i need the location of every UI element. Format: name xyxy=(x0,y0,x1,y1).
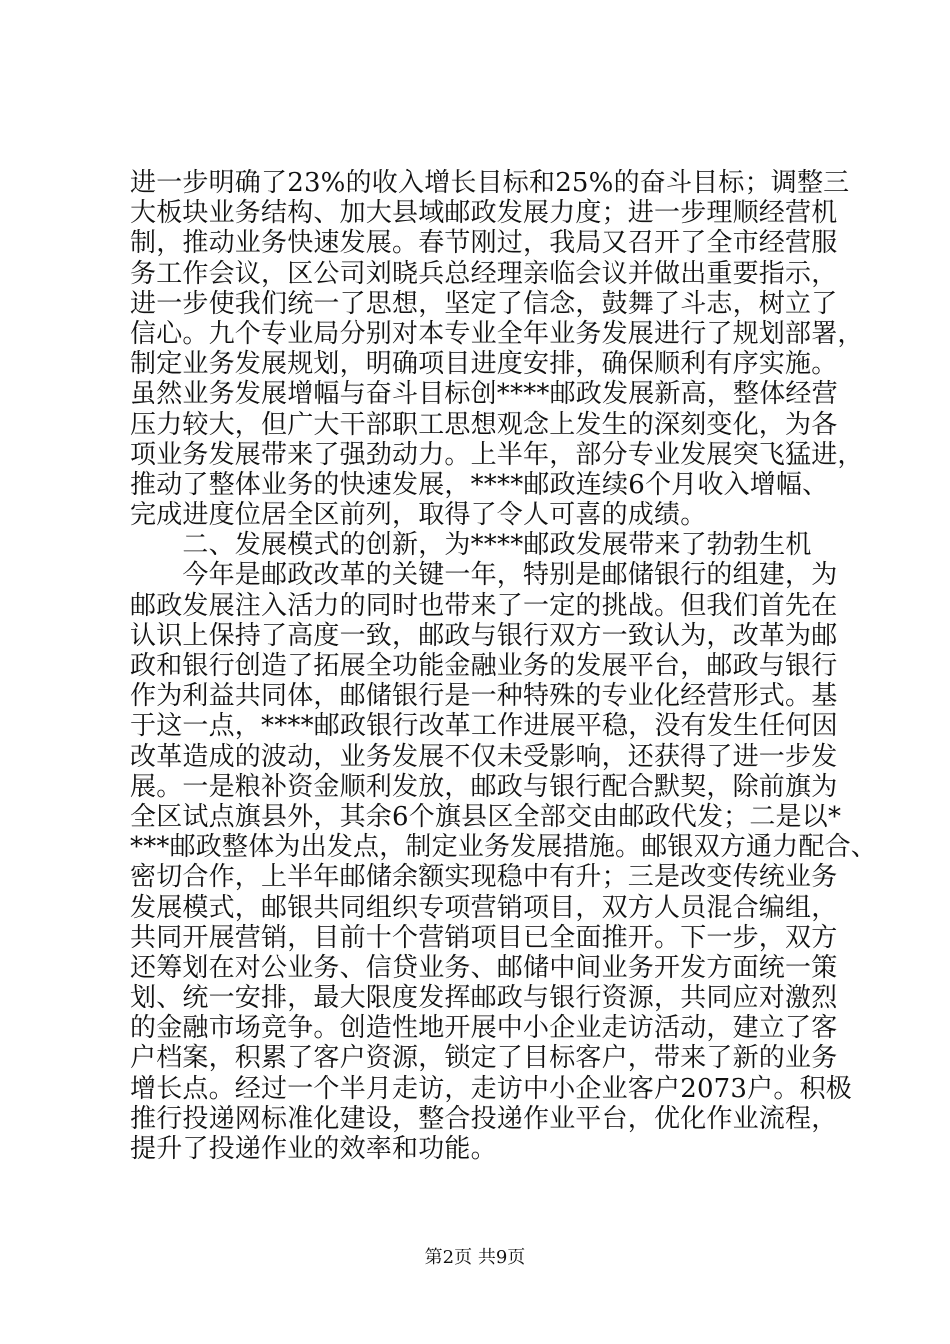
text-line: 项业务发展带来了强劲动力。上半年，部分专业发展突飞猛进， xyxy=(130,439,864,470)
page-footer: 第2页 共9页 xyxy=(424,1247,526,1268)
text-line: 务工作会议，区公司刘晓兵总经理亲临会议并做出重要指示， xyxy=(130,258,838,289)
text-line: 发展模式，邮银共同组织专项营销项目，双方人员混合编组， xyxy=(130,892,838,923)
text-line: 划、统一安排，最大限度发挥邮政与银行资源，共同应对激烈 xyxy=(130,983,838,1014)
text-line: 完成进度位居全区前列，取得了令人可喜的成绩。 xyxy=(130,500,707,531)
text-line: 密切合作，上半年邮储余额实现稳中有升；三是改变传统业务 xyxy=(130,862,838,893)
text-line: 增长点。经过一个半月走访，走访中小企业客户2073户。积极 xyxy=(130,1073,852,1104)
text-line: 推行投递网标准化建设，整合投递作业平台，优化作业流程， xyxy=(130,1103,838,1134)
body-text xyxy=(130,168,878,1164)
text-line: 虽然业务发展增幅与奋斗目标创****邮政发展新高，整体经营 xyxy=(130,379,838,410)
text-line: 改革造成的波动，业务发展不仅未受影响，还获得了进一步发 xyxy=(130,741,838,772)
text-line: 认识上保持了高度一致，邮政与银行双方一致认为，改革为邮 xyxy=(130,620,838,651)
text-line: ***邮政整体为出发点，制定业务发展措施。邮银双方通力配合、 xyxy=(130,832,878,863)
text-line: 今年是邮政改革的关键一年，特别是邮储银行的组建，为 xyxy=(130,560,838,591)
text-line: 进一步使我们统一了思想，坚定了信念，鼓舞了斗志，树立了 xyxy=(130,288,838,319)
text-line: 政和银行创造了拓展全功能金融业务的发展平台，邮政与银行 xyxy=(130,651,838,681)
text-line: 进一步明确了23%的收入增长目标和25%的奋斗目标；调整三 xyxy=(130,168,850,198)
text-line: 户档案，积累了客户资源，锁定了目标客户，带来了新的业务 xyxy=(130,1043,838,1074)
text-line: 全区试点旗县外，其余6个旗县区全部交由邮政代发；二是以* xyxy=(130,801,842,832)
text-line: 还筹划在对公业务、信贷业务、邮储中间业务开发方面统一策 xyxy=(130,952,838,983)
text-line: 作为利益共同体，邮储银行是一种特殊的专业化经营形式。基 xyxy=(130,681,838,712)
text-line: 大板块业务结构、加大县域邮政发展力度；进一步理顺经营机 xyxy=(130,198,838,229)
text-line: 制，推动业务快速发展。春节刚过，我局又召开了全市经营服 xyxy=(130,228,838,259)
text-line: 的金融市场竞争。创造性地开展中小企业走访活动，建立了客 xyxy=(130,1013,838,1044)
text-line: 信心。九个专业局分别对本专业全年业务发展进行了规划部署， xyxy=(130,318,864,349)
text-line: 于这一点，****邮政银行改革工作进展平稳，没有发生任何因 xyxy=(130,711,838,742)
text-line: 推动了整体业务的快速发展，****邮政连续6个月收入增幅、 xyxy=(130,469,829,500)
text-line: 二、发展模式的创新，为****邮政发展带来了勃勃生机 xyxy=(130,530,812,561)
text-line: 共同开展营销，目前十个营销项目已全面推开。下一步，双方 xyxy=(130,922,838,953)
text-line: 压力较大，但广大干部职工思想观念上发生的深刻变化，为各 xyxy=(130,409,838,440)
text-line: 提升了投递作业的效率和功能。 xyxy=(130,1134,497,1164)
text-line: 制定业务发展规划，明确项目进度安排，确保顺利有序实施。 xyxy=(130,349,838,380)
text-line: 邮政发展注入活力的同时也带来了一定的挑战。但我们首先在 xyxy=(130,590,838,621)
text-line: 展。一是粮补资金顺利发放，邮政与银行配合默契，除前旗为 xyxy=(130,771,838,802)
